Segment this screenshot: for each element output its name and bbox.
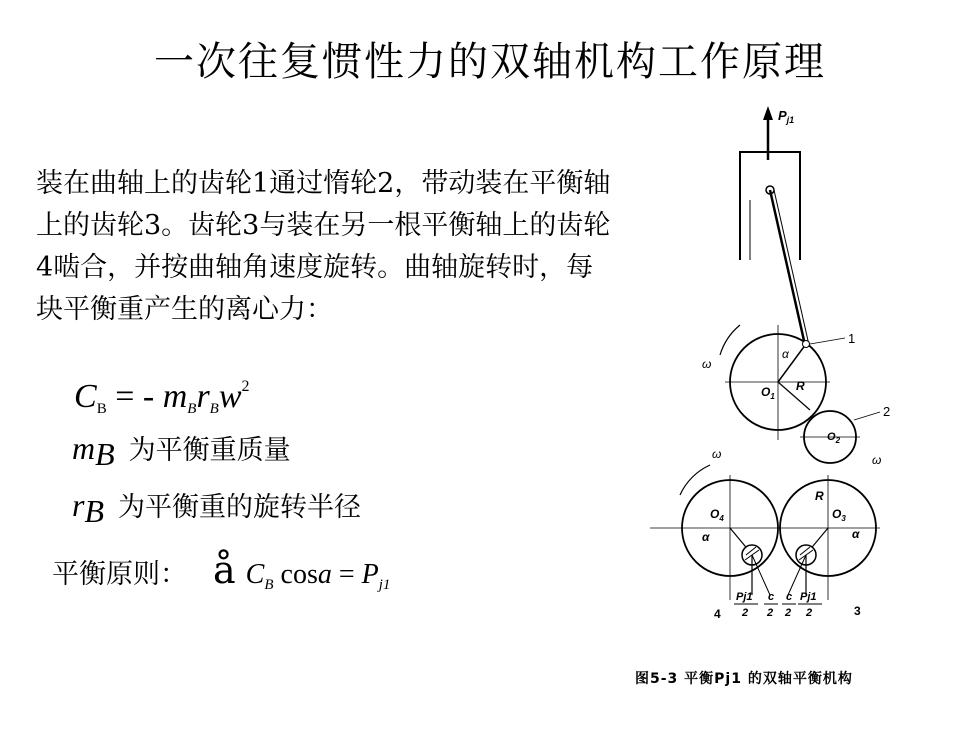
eq-r: r bbox=[196, 378, 210, 415]
leader-2 bbox=[854, 412, 880, 420]
description-paragraph bbox=[36, 163, 616, 331]
frac-pj1-right: Pj1 bbox=[800, 591, 817, 603]
alpha-label-1: α bbox=[782, 347, 789, 361]
eq-c: C bbox=[74, 378, 97, 415]
eq-r-sub: B bbox=[209, 401, 219, 417]
gear-3-number: 3 bbox=[854, 604, 861, 618]
eq-m: m bbox=[162, 378, 188, 415]
r-symbol: r bbox=[72, 487, 85, 523]
m-symbol: m bbox=[72, 430, 96, 466]
omega-label-1: ω bbox=[702, 357, 712, 371]
principle-eq: = bbox=[331, 559, 362, 590]
m-sub: B bbox=[95, 436, 115, 472]
principle-a: a bbox=[317, 559, 332, 590]
r-label-3: R bbox=[815, 489, 824, 503]
omega-arrow-1 bbox=[720, 325, 740, 355]
o4-label: $O_4$ bbox=[710, 507, 724, 523]
m-description: 为平衡重质量 bbox=[128, 435, 291, 466]
connecting-rod-edge bbox=[774, 190, 809, 345]
gear-4-number: 4 bbox=[714, 607, 721, 621]
alpha-label-4: α bbox=[702, 530, 710, 544]
figure-caption: 图5-3 平衡Pj1 的双轴平衡机构 bbox=[635, 671, 853, 687]
balance-principle bbox=[52, 548, 390, 594]
principle-p: P bbox=[361, 559, 379, 590]
r-sub: B bbox=[84, 493, 104, 529]
o3-label: $O_3$ bbox=[832, 507, 846, 523]
frac-c-left: c bbox=[768, 591, 775, 603]
omega-label-4: ω bbox=[712, 447, 722, 461]
o2-label: $O_2$ bbox=[827, 431, 841, 445]
leader-1 bbox=[810, 338, 845, 344]
dual-shaft-mechanism-figure bbox=[640, 100, 940, 660]
centrifugal-force-equation bbox=[74, 378, 250, 418]
force-arrow-head bbox=[763, 106, 773, 120]
eq-exp: 2 bbox=[241, 378, 250, 395]
o1-label: $O_1$ bbox=[761, 385, 775, 401]
principle-cos: cos bbox=[280, 559, 318, 590]
principle-c-sub: B bbox=[264, 577, 274, 593]
alpha-label-3: α bbox=[852, 527, 860, 541]
paragraph-text: 装在曲轴上的齿轮1通过惰轮2，带动装在平衡轴上的齿轮3。齿轮3与装在另一根平衡轴上的齿轮4啮合，并按曲轴角速度旋转。曲轴旋转时，每块平衡重产生的离心力： bbox=[36, 168, 611, 325]
principle-label: 平衡原则： bbox=[52, 559, 187, 590]
omega-arrow-4 bbox=[680, 465, 710, 495]
slide-title: 一次往复惯性力的双轴机构工作原理 bbox=[154, 39, 826, 85]
r-label-1: R bbox=[796, 379, 805, 393]
radius-definition bbox=[72, 485, 361, 530]
gear-2-number: 2 bbox=[883, 404, 891, 419]
eq-equals: = - bbox=[106, 378, 163, 415]
principle-p-sub: j1 bbox=[378, 577, 391, 593]
frac-den-3: 2 bbox=[785, 607, 792, 619]
r-description: 为平衡重的旋转半径 bbox=[118, 492, 361, 523]
eq-w: w bbox=[218, 378, 242, 415]
fraction-labels bbox=[734, 591, 822, 619]
force-diag-4 bbox=[752, 555, 770, 595]
frac-den-2: 2 bbox=[767, 607, 774, 619]
gear-1-number: 1 bbox=[848, 331, 856, 346]
frac-pj1-left: Pj1 bbox=[736, 591, 753, 603]
gear-1-radius bbox=[778, 382, 810, 410]
piston bbox=[740, 152, 800, 260]
frac-c-right: c bbox=[786, 591, 793, 603]
mass-definition bbox=[72, 428, 291, 473]
omega-label-2: ω bbox=[872, 453, 882, 467]
force-label: $P_{j1}$ bbox=[778, 108, 795, 125]
eq-c-sub: B bbox=[96, 401, 107, 417]
force-diag-3 bbox=[788, 555, 806, 595]
eq-m-sub: B bbox=[187, 401, 197, 417]
sum-symbol: å bbox=[213, 548, 236, 592]
frac-den-1: 2 bbox=[742, 607, 749, 619]
principle-c: C bbox=[245, 559, 265, 590]
crank-pin bbox=[803, 341, 810, 348]
frac-den-4: 2 bbox=[806, 607, 813, 619]
